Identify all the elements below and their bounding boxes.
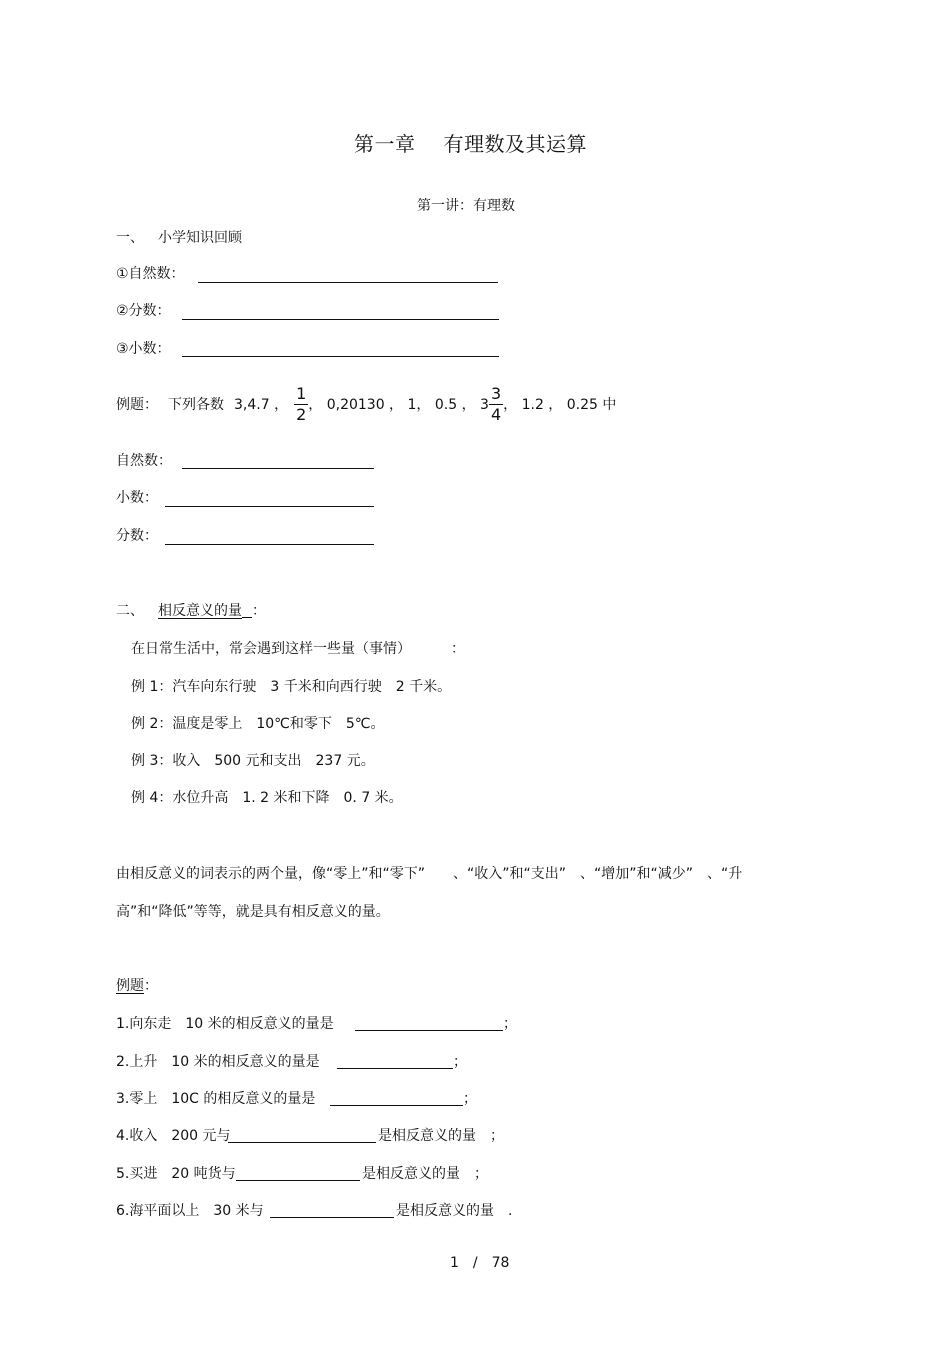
chapter-name: 有理数及其运算 — [443, 132, 587, 156]
fraction-three-quarters-numerator: 3 — [490, 383, 502, 403]
answer-decimal-label: 小数： — [116, 490, 158, 506]
fraction-three-quarters — [489, 385, 503, 424]
decimal-label: ③小数： — [116, 341, 171, 357]
section2-intro-text: 在日常生活中，常会遇到这样一些量（事情） — [131, 641, 411, 657]
answer-fraction-label: 分数： — [116, 528, 158, 544]
chapter-title — [354, 128, 587, 157]
fraction-one-half-denominator: 2 — [296, 404, 307, 424]
question-4-end: 是相反意义的量 ； — [378, 1128, 504, 1144]
natural-number-blank[interactable] — [198, 282, 498, 283]
question-5-text: 5.买进 20 吨货与 — [116, 1166, 236, 1182]
question-4-blank[interactable] — [228, 1142, 376, 1143]
question-3-text: 3.零上 10C 的相反意义的量是 — [116, 1091, 316, 1107]
answer-natural-blank[interactable] — [182, 468, 374, 469]
section2-colon: ： — [252, 603, 266, 619]
example-numbers-part3: ， 1.2 ， 0.25 中 — [503, 397, 617, 413]
exercise-heading — [116, 975, 158, 995]
exercise-colon: ： — [144, 978, 158, 994]
question-1-blank[interactable] — [355, 1030, 503, 1031]
fraction-blank[interactable] — [182, 319, 499, 320]
question-6-text: 6.海平面以上 30 米与 — [116, 1203, 264, 1219]
fraction-three-quarters-denominator: 4 — [490, 404, 502, 424]
question-3-blank[interactable] — [330, 1105, 463, 1106]
definition-line-2: 高”和“降低”等等，就是具有相反意义的量。 — [116, 904, 390, 920]
question-2-blank[interactable] — [337, 1068, 453, 1069]
question-6-end: 是相反意义的量 . — [396, 1203, 513, 1219]
section2-intro-colon: ： — [451, 641, 465, 657]
section1-heading — [116, 227, 242, 247]
natural-number-label: ①自然数： — [116, 266, 185, 282]
example-line-3: 例 3：收入 500 元和支出 237 元。 — [131, 753, 375, 769]
section2-heading — [116, 600, 266, 620]
example-numbers-part2: ， 0,20130 ， 1， 0.5 ， 3 — [308, 397, 489, 413]
question-6-blank[interactable] — [270, 1217, 394, 1218]
definition-line-1: 由相反意义的词表示的两个量，像“零上”和“零下” 、“收入”和“支出” 、“增加”和“减少” 、“升 — [116, 866, 743, 882]
section2-intro — [131, 638, 465, 658]
page-number: 1 / 78 — [450, 1255, 510, 1271]
section1-number: 一、 — [116, 230, 144, 246]
question-3-end: ； — [463, 1091, 477, 1107]
example-numbers-line — [116, 383, 616, 425]
example-label: 例题： — [116, 397, 158, 413]
answer-fraction-blank[interactable] — [165, 544, 374, 545]
exercise-label: 例题 — [116, 978, 144, 994]
fraction-one-half-numerator: 1 — [296, 383, 307, 403]
chapter-label: 第一章 — [354, 132, 416, 156]
example-numbers-part1: 3,4.7 ， — [234, 397, 289, 413]
question-5-blank[interactable] — [236, 1180, 360, 1181]
section2-number: 二、 — [116, 603, 144, 619]
fraction-label: ②分数： — [116, 303, 171, 319]
question-2-text: 2.上升 10 米的相反意义的量是 — [116, 1054, 320, 1070]
question-1-end: ； — [503, 1016, 517, 1032]
decimal-blank[interactable] — [182, 356, 499, 357]
fraction-one-half — [294, 385, 308, 424]
question-2-end: ； — [453, 1054, 467, 1070]
example-line-2: 例 2：温度是零上 10℃和零下 5℃。 — [131, 716, 385, 732]
example-line-1: 例 1：汽车向东行驶 3 千米和向西行驶 2 千米。 — [131, 679, 452, 695]
section2-title: 相反意义的量 — [158, 603, 242, 619]
example-intro: 下列各数 — [168, 397, 224, 413]
answer-natural-label: 自然数： — [116, 453, 172, 469]
section1-title: 小学知识回顾 — [158, 230, 242, 246]
question-5-end: 是相反意义的量 ； — [362, 1166, 488, 1182]
lecture-title: 第一讲：有理数 — [417, 198, 515, 214]
question-4-text: 4.收入 200 元与 — [116, 1128, 231, 1144]
question-1-text: 1.向东走 10 米的相反意义的量是 — [116, 1016, 334, 1032]
answer-decimal-blank[interactable] — [165, 506, 374, 507]
example-line-4: 例 4：水位升高 1. 2 米和下降 0. 7 米。 — [131, 790, 403, 806]
